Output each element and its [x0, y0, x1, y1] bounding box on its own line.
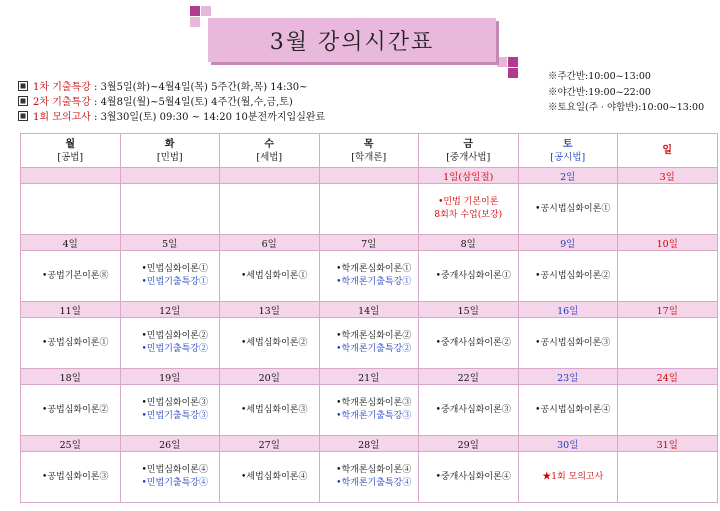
class-cell	[518, 318, 618, 369]
schedule-info	[18, 80, 325, 125]
date-cell: 5일	[120, 235, 220, 251]
info-text: : 4월8일(월)~5월4일(토) 4주간(월,수,금,토)	[90, 97, 293, 108]
class-cell	[618, 251, 718, 302]
day-name: 수	[264, 138, 275, 150]
date-cell: 27일	[220, 436, 320, 452]
day-header	[618, 134, 718, 168]
day-name: 화	[164, 138, 175, 150]
date-cell: 7일	[319, 235, 419, 251]
class-item: •민법심화이론①	[141, 264, 208, 274]
class-item: ★1회 모의고사	[542, 471, 604, 482]
date-cell: 15일	[419, 302, 519, 318]
class-cell	[419, 452, 519, 503]
date-cell: 12일	[120, 302, 220, 318]
class-cell	[618, 318, 718, 369]
date-row	[21, 436, 718, 452]
calendar-table	[20, 133, 718, 503]
day-subject: [학개론]	[351, 151, 387, 163]
date-cell: 14일	[319, 302, 419, 318]
class-item: •중개사심화이론④	[435, 471, 511, 482]
date-cell: 29일	[419, 436, 519, 452]
decor-square	[508, 68, 518, 78]
decor-square	[190, 17, 200, 27]
day-subject: [중개사법]	[446, 151, 491, 163]
date-cell: 22일	[419, 369, 519, 385]
class-item: •민법기출특강②	[141, 344, 208, 354]
date-cell: 8일	[419, 235, 519, 251]
info-text: : 3월30일(토) 09:30 ~ 14:20 10분전까지입실완료	[90, 112, 326, 123]
square-bullet-icon	[18, 96, 28, 106]
class-item: •민법심화이론④	[141, 465, 208, 475]
day-name: 토	[562, 138, 573, 150]
hours-day: ※주간반:10:00~13:00	[548, 71, 651, 82]
date-cell: 3일	[618, 168, 718, 184]
hours-night: ※야간반:19:00~22:00	[548, 86, 651, 98]
class-item: •민법기출특강③	[141, 411, 208, 421]
class-cell	[419, 251, 519, 302]
decor-square	[190, 6, 200, 16]
decor-square	[508, 57, 518, 67]
date-cell: 10일	[618, 235, 718, 251]
class-item: •중개사심화이론①	[435, 270, 511, 281]
class-item: •공법심화이론③	[42, 471, 109, 482]
class-cell	[518, 184, 618, 235]
class-item: •공법심화이론①	[42, 337, 109, 348]
date-row	[21, 235, 718, 251]
class-item: •공시법심화이론①	[535, 203, 611, 214]
date-cell	[120, 168, 220, 184]
class-item: •민법심화이론③	[141, 398, 208, 408]
class-item: •중개사심화이론②	[435, 337, 511, 348]
class-cell	[120, 318, 220, 369]
class-cell	[518, 452, 618, 503]
date-cell: 31일	[618, 436, 718, 452]
class-item: •세법심화이론②	[241, 337, 308, 348]
day-name: 목	[363, 138, 374, 150]
class-cell	[21, 452, 121, 503]
class-item: 8회차 수업(보강)	[434, 210, 503, 220]
class-row	[21, 318, 718, 369]
class-cell	[319, 251, 419, 302]
date-cell: 6일	[220, 235, 320, 251]
class-item: •세법심화이론①	[241, 270, 308, 281]
info-label: 1차 기출특강	[33, 82, 91, 93]
date-cell: 28일	[319, 436, 419, 452]
date-row	[21, 168, 718, 184]
date-cell: 11일	[21, 302, 121, 318]
day-subject: [민법]	[156, 151, 183, 163]
info-row	[18, 110, 325, 125]
class-cell	[220, 385, 320, 436]
info-row	[18, 95, 325, 110]
info-row	[18, 80, 325, 95]
date-cell: 23일	[518, 369, 618, 385]
class-item: •민법기출특강④	[141, 478, 208, 488]
date-cell: 19일	[120, 369, 220, 385]
class-cell	[220, 452, 320, 503]
class-cell	[120, 385, 220, 436]
class-cell	[419, 318, 519, 369]
class-item: •민법기출특강①	[141, 277, 208, 287]
class-item: •민법심화이론②	[141, 331, 208, 341]
day-header	[319, 134, 419, 168]
class-cell	[220, 318, 320, 369]
class-cell	[518, 251, 618, 302]
class-cell	[419, 385, 519, 436]
info-label: 2차 기출특강	[33, 97, 91, 108]
day-subject: [공법]	[57, 151, 84, 163]
class-cell	[319, 184, 419, 235]
class-cell	[618, 385, 718, 436]
class-cell	[21, 318, 121, 369]
date-cell: 16일	[518, 302, 618, 318]
day-header	[419, 134, 519, 168]
class-cell	[319, 318, 419, 369]
date-cell: 30일	[518, 436, 618, 452]
class-item: •민법 기본이론	[438, 197, 499, 207]
day-header	[220, 134, 320, 168]
date-cell	[220, 168, 320, 184]
class-cell	[618, 452, 718, 503]
class-row	[21, 251, 718, 302]
day-name: 금	[463, 138, 474, 150]
class-item: •학개론심화이론②	[336, 331, 412, 341]
decor-square	[201, 6, 211, 16]
class-cell	[21, 251, 121, 302]
class-cell	[220, 251, 320, 302]
class-row	[21, 452, 718, 503]
day-header	[120, 134, 220, 168]
date-row	[21, 369, 718, 385]
square-bullet-icon	[18, 81, 28, 91]
date-cell: 20일	[220, 369, 320, 385]
date-cell: 1일(삼일절)	[419, 168, 519, 184]
date-cell: 9일	[518, 235, 618, 251]
date-row	[21, 302, 718, 318]
decor-square	[497, 57, 507, 67]
page-title	[208, 18, 496, 62]
class-item: •학개론심화이론①	[336, 264, 412, 274]
class-item: •중개사심화이론③	[435, 404, 511, 415]
date-cell: 17일	[618, 302, 718, 318]
day-subject: [세법]	[256, 151, 283, 163]
day-name: 월	[65, 138, 76, 150]
class-cell	[120, 452, 220, 503]
class-cell	[319, 452, 419, 503]
class-cell	[120, 184, 220, 235]
class-cell	[21, 184, 121, 235]
date-cell: 21일	[319, 369, 419, 385]
date-cell: 26일	[120, 436, 220, 452]
class-item: •학개론심화이론③	[336, 398, 412, 408]
class-item: •학개론기출특강④	[336, 478, 412, 488]
date-cell: 13일	[220, 302, 320, 318]
class-item: •공법심화이론②	[42, 404, 109, 415]
date-cell	[319, 168, 419, 184]
date-cell	[21, 168, 121, 184]
page-title-text: 3월 강의시간표	[269, 29, 435, 55]
date-cell: 2일	[518, 168, 618, 184]
class-item: •학개론기출특강③	[336, 411, 412, 421]
class-item: •공시법심화이론②	[535, 270, 611, 281]
date-cell: 4일	[21, 235, 121, 251]
class-item: •학개론심화이론④	[336, 465, 412, 475]
class-item: •공시법심화이론④	[535, 404, 611, 415]
class-item: •학개론기출특강②	[336, 344, 412, 354]
hours-saturday: ※토요일(주 · 야합반):10:00~13:00	[548, 102, 705, 113]
class-cell	[618, 184, 718, 235]
class-item: •공법기본이론⑧	[42, 270, 109, 281]
date-cell: 25일	[21, 436, 121, 452]
day-header	[21, 134, 121, 168]
date-cell: 18일	[21, 369, 121, 385]
info-label: 1회 모의고사	[33, 112, 91, 123]
class-row	[21, 385, 718, 436]
date-cell: 24일	[618, 369, 718, 385]
class-cell	[220, 184, 320, 235]
class-row	[21, 184, 718, 235]
class-item: •학개론기출특강①	[336, 277, 412, 287]
class-cell	[518, 385, 618, 436]
calendar-header-row	[21, 134, 718, 168]
class-item: •공시법심화이론③	[535, 337, 611, 348]
class-cell	[319, 385, 419, 436]
class-hours	[548, 69, 704, 116]
square-bullet-icon	[18, 111, 28, 121]
day-subject: [공시법]	[550, 151, 586, 163]
info-text: : 3월5일(화)~4월4일(목) 5주간(화,목) 14:30~	[90, 82, 308, 93]
calendar-body	[21, 168, 718, 503]
class-cell	[120, 251, 220, 302]
class-item: •세법심화이론④	[241, 471, 308, 482]
day-header	[518, 134, 618, 168]
class-cell	[419, 184, 519, 235]
day-name: 일	[662, 145, 673, 156]
class-item: •세법심화이론③	[241, 404, 308, 415]
class-cell	[21, 385, 121, 436]
